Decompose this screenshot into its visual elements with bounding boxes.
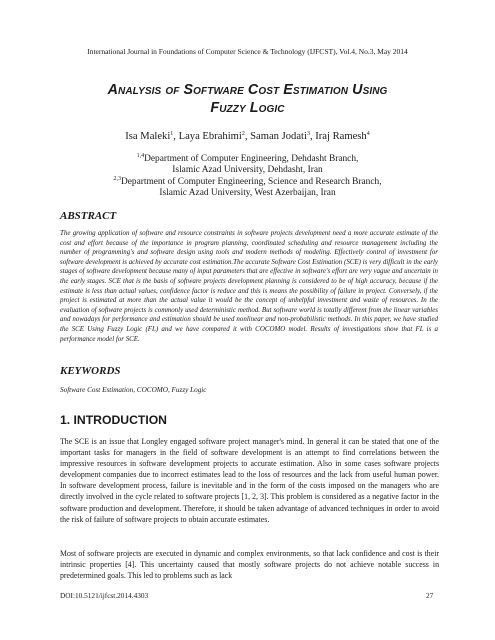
author-name: Isa Maleki: [125, 131, 171, 142]
title-line-1: Analysis of Software Cost Estimation Using: [107, 82, 388, 98]
author-name: Saman Jodati: [250, 131, 307, 142]
abstract-heading: ABSTRACT: [60, 210, 117, 222]
author-separator: ,: [309, 131, 316, 142]
affiliation-line: $^{1,4}$Department of Computer Engineering, Dehdasht Branch,: [136, 153, 359, 164]
author-sup: 2: [241, 131, 245, 137]
paper-title: [40, 81, 455, 117]
affiliation-1: [0, 154, 495, 176]
author-separator: ,: [244, 131, 251, 142]
author-separator: ,: [173, 131, 179, 142]
page-number: 27: [426, 591, 434, 600]
introduction-paragraph-1: The SCE is an issue that Longley engaged software project manager's mind. In general it can be stated that one of the important tasks for managers in the field of software development is an attempt to find correlations between the impressive resources in software development projects to accurate estimation. Also in some cases software projects development companies due to incorrect estimates lead to the loss of resources and the lack from useful human power. In software development process, failure is inevitable and in the form of the costs imposed on the managers who are directly involved in the cycle related to software projects [1, 2, 3]. This problem is considered as a negative factor in the software production and development. Therefore, it should be taken advantage of advanced techniques in order to avoid the risk of failure of software projects to obtain accurate estimates.: [60, 437, 439, 524]
author-sup: 1: [170, 131, 174, 137]
affiliation-sup: 2,3: [113, 176, 121, 182]
author-sup: 3: [306, 131, 310, 137]
keywords-heading: KEYWORDS: [60, 365, 121, 377]
introduction-paragraph-2: Most of software projects are executed in dynamic and complex environments, so that lack confidence and cost is their intrinsic properties [4]. This uncertainty caused that mostly software projects do not achieve notable success in predetermined goals. This led to problems such as lack: [60, 549, 439, 581]
affiliation-line: $^{2,3}$Department of Computer Engineering, Science and Research Branch,: [113, 176, 382, 187]
author-list: [0, 131, 495, 142]
affiliation-line: Islamic Azad University, West Azerbaijan, Iran: [159, 188, 336, 198]
journal-header: International Journal in Foundations of Computer Science & Technology (IJFCST), Vol.4, No.3, May 2014: [87, 47, 408, 56]
affiliation-line: Islamic Azad University, Dehdasht, Iran: [172, 165, 323, 175]
introduction-heading: 1. INTRODUCTION: [60, 413, 167, 427]
abstract-body: The growing application of software and resource constraints in software projects development need a more accurate estimate of the cost and effort because of the importance in program planning, coordinated scheduling and resource management including the number of programming's and software design using tools and modern methods of modeling. Effectively control of investment for software development is achieved by accurate cost estimation.The accurate Software Cost Estimation (SCE) is very difficult in the early stages of software development because many of input parameters that are effective in software's effort are very vague and uncertain in the early stages. SCE that is the basis of software projects development planning is considered to be of high accuracy, because if the estimate is less than actual values, confidence factor is reduce and this is means the possibility of failure in project. Conversely, if the project is estimated at more than the actual value it would be the concept of unhelpful investment and waste of resources. In the evaluation of software projects is commonly used deterministic method. But software world is totally different from the linear variables and nowadays for performance and estimation should be used nonlinear and non-probabilistic methods. In this paper, we have studied the SCE Using Fuzzy Logic (FL) and we have compared it with COCOMO model. Results of investigations show that FL is a performance model for SCE.: [60, 229, 438, 343]
affiliation-sup: 1,4: [136, 153, 145, 159]
footer-doi: DOI:10.5121/ijfcst.2014.4303: [60, 591, 149, 600]
affiliation-2: [0, 177, 495, 199]
title-line-2: Fuzzy Logic: [210, 100, 285, 116]
keywords-body: Software Cost Estimation, COCOMO, Fuzzy Logic: [60, 386, 207, 394]
author-name: Laya Ebrahimi: [178, 131, 242, 142]
author-name: Iraj Ramesh: [315, 131, 367, 142]
author-sup: 4: [366, 131, 370, 137]
